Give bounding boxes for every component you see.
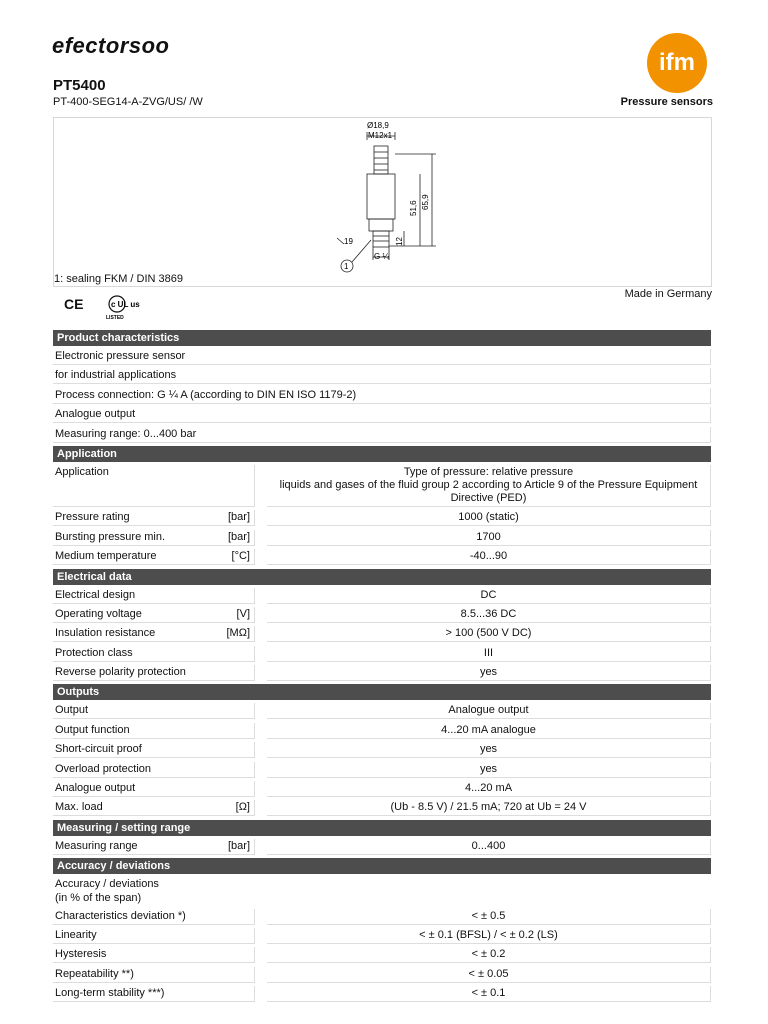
row-value: < ± 0.1 (BFSL) / < ± 0.2 (LS) [267, 928, 711, 944]
row-label: Insulation resistance [MΩ] [53, 626, 255, 642]
table-row [53, 349, 711, 365]
row-value: Analogue output [267, 703, 711, 719]
row-label: Repeatability **) [53, 967, 255, 983]
table-row [53, 703, 711, 719]
row-value: -40...90 [267, 549, 711, 565]
section-application: Application [53, 446, 711, 462]
row-label: Hysteresis [53, 947, 255, 963]
row-label: Pressure rating [bar] [53, 510, 255, 526]
row-label: Max. load [Ω] [53, 800, 255, 816]
row-label: Analogue output [53, 781, 255, 797]
row-value: < ± 0.5 [267, 909, 711, 925]
row-value: < ± 0.2 [267, 947, 711, 963]
row-value: 1700 [267, 530, 711, 546]
product-code: PT5400 [53, 77, 106, 94]
row-label: Long-term stability ***) [53, 986, 255, 1002]
row-value: yes [267, 742, 711, 758]
table-row [53, 407, 711, 423]
row-label: Medium temperature [°C] [53, 549, 255, 565]
table-row [53, 626, 711, 642]
table-row [53, 665, 711, 681]
row-label: Characteristics deviation *) [53, 909, 255, 925]
table-row [53, 588, 711, 604]
table-row [53, 427, 711, 443]
row-value: III [267, 646, 711, 662]
ce-mark-icon: CE [64, 296, 84, 312]
dim-thread-bottom: G ¼ [374, 252, 390, 261]
table-row [53, 800, 711, 816]
row-value: 4...20 mA [267, 781, 711, 797]
table-row [53, 510, 711, 526]
row-value: DC [267, 588, 711, 604]
product-row: Electronic pressure sensor [53, 349, 711, 365]
row-label: Bursting pressure min. [bar] [53, 530, 255, 546]
product-row: Process connection: G ¼ A (according to DIN EN ISO 1179-2) [53, 388, 711, 404]
product-row: for industrial applications [53, 368, 711, 384]
accuracy-intro: Accuracy / deviations (in % of the span) [55, 878, 159, 905]
table-row [53, 646, 711, 662]
row-label: Electrical design [53, 588, 255, 604]
row-value: yes [267, 762, 711, 778]
row-label: Output [53, 703, 255, 719]
row-value: (Ub - 8.5 V) / 21.5 mA; 720 at Ub = 24 V [267, 800, 711, 816]
section-measuring-range: Measuring / setting range [53, 820, 711, 836]
table-row [53, 986, 711, 1002]
callout-number: 1 [344, 262, 349, 271]
table-row [53, 549, 711, 565]
row-label: Measuring range [bar] [53, 839, 255, 855]
row-value: < ± 0.1 [267, 986, 711, 1002]
specification-table [53, 327, 711, 1006]
dim-diameter: Ø18,9 [367, 121, 389, 130]
dim-wrench: 19 [344, 237, 353, 246]
row-label: Application [53, 465, 255, 507]
table-row [53, 465, 711, 507]
table-row [53, 967, 711, 983]
table-row [53, 607, 711, 623]
dim-thread-top: M12x1 [368, 131, 393, 140]
table-row [53, 388, 711, 404]
table-row [53, 762, 711, 778]
article-number: PT-400-SEG14-A-ZVG/US/ /W [53, 96, 203, 108]
row-label: Output function [53, 723, 255, 739]
table-row [53, 947, 711, 963]
row-label: Reverse polarity protection [53, 665, 255, 681]
drawing-note: 1: sealing FKM / DIN 3869 [54, 273, 184, 285]
row-value: < ± 0.05 [267, 967, 711, 983]
table-row [53, 781, 711, 797]
ifm-logo [647, 33, 707, 93]
sensor-dimension-drawing [54, 118, 713, 288]
ul-bottom-text: LISTED [106, 315, 124, 320]
row-value: 1000 (static) [267, 510, 711, 526]
technical-drawing [53, 117, 712, 287]
ul-top-text: c UL us [111, 300, 140, 309]
row-value: 4...20 mA analogue [267, 723, 711, 739]
dim-length-12: 12 [395, 237, 404, 246]
row-label: Protection class [53, 646, 255, 662]
product-row: Analogue output [53, 407, 711, 423]
row-label: Short-circuit proof [53, 742, 255, 758]
table-row [53, 723, 711, 739]
row-value: > 100 (500 V DC) [267, 626, 711, 642]
dim-length-65: 65,9 [421, 194, 430, 210]
product-category: Pressure sensors [620, 96, 713, 108]
table-row [53, 368, 711, 384]
row-label: Overload protection [53, 762, 255, 778]
section-product-characteristics: Product characteristics [53, 330, 711, 346]
section-accuracy: Accuracy / deviations [53, 858, 711, 874]
made-in: Made in Germany [624, 288, 712, 300]
row-label: Linearity [53, 928, 255, 944]
section-electrical-data: Electrical data [53, 569, 711, 585]
ifm-logo-text: ifm [659, 49, 695, 76]
row-value: yes [267, 665, 711, 681]
row-value: 0...400 [267, 839, 711, 855]
row-value: Type of pressure: relative pressure liquids and gases of the fluid group 2 according to Article 9 of the Pressure Equipment Directive (PED) [267, 465, 711, 507]
table-row [53, 839, 711, 855]
section-outputs: Outputs [53, 684, 711, 700]
ul-listed-icon [98, 294, 140, 320]
table-row [53, 928, 711, 944]
dim-length-51: 51,6 [409, 200, 418, 216]
table-row [53, 909, 711, 925]
table-row [53, 742, 711, 758]
product-row: Measuring range: 0...400 bar [53, 427, 711, 443]
row-value: 8.5...36 DC [267, 607, 711, 623]
table-row [53, 530, 711, 546]
brand-logo-efector: efectorsoo [52, 33, 170, 58]
row-label: Operating voltage [V] [53, 607, 255, 623]
